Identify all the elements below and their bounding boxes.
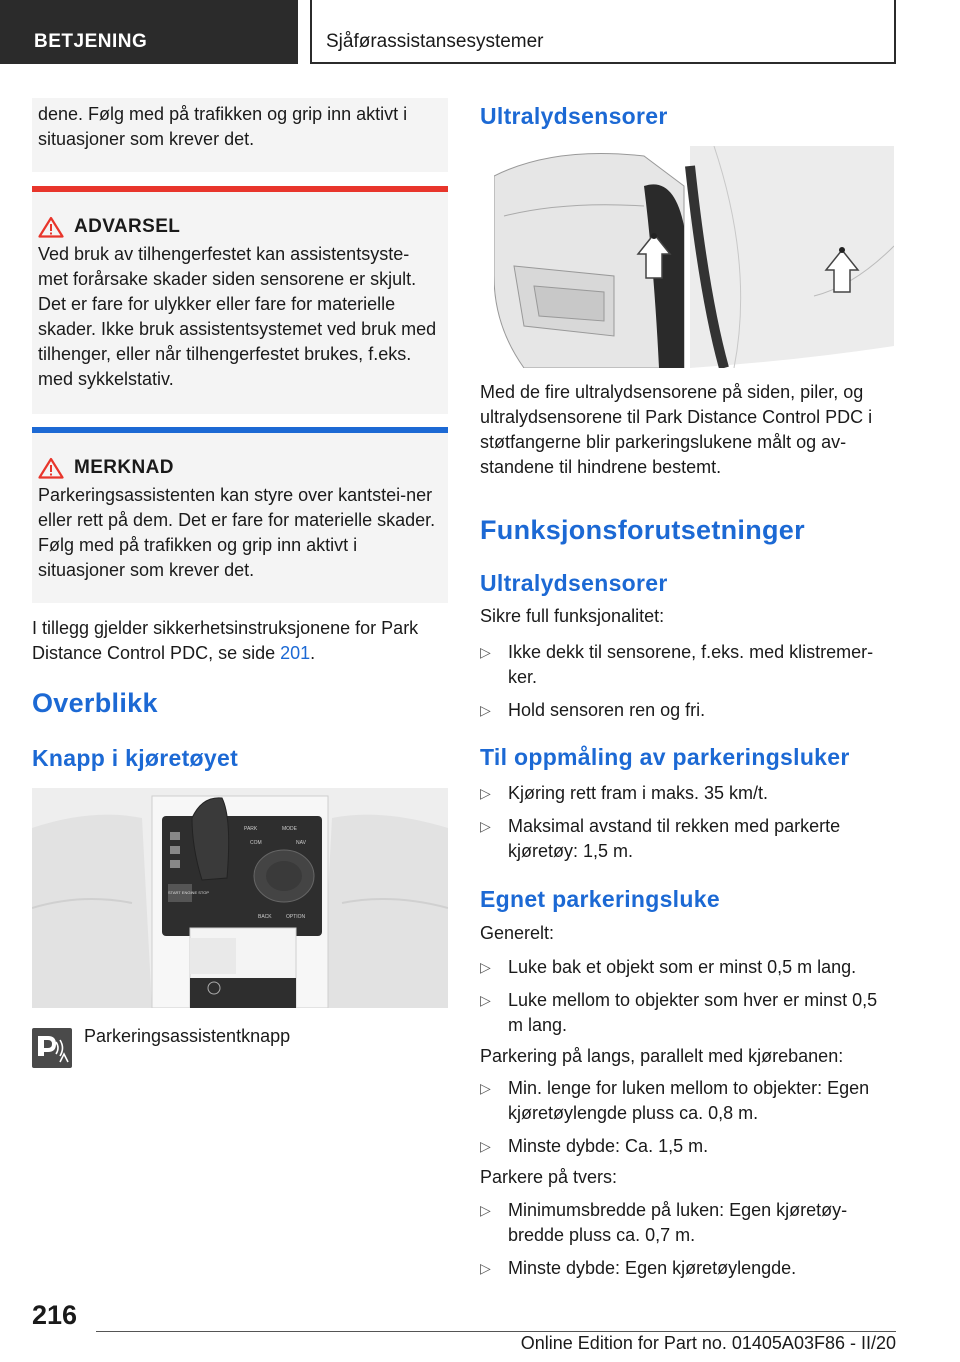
section-label: BETJENING: [34, 31, 148, 52]
page-number: 216: [32, 1300, 78, 1330]
warning-text: Ved bruk av tilhengerfestet kan assistentsyste-met forårsake skader siden sensorene er skjult. Det er fare for ulykker eller fare for materielle skader. Ikke bruk assistentsystemet ved bruk med tilhenger, eller når tilhengerfestet brukes, f.eks. med sykkelstativ.: [38, 244, 437, 389]
heading-measure: Til oppmåling av parkeringsluker: [480, 744, 850, 770]
bullet-icon: ▷: [480, 959, 491, 975]
intro-box: [32, 98, 448, 172]
measure-list: [480, 781, 896, 864]
parallel-text: Parkering på langs, parallelt med kjørebanen:: [480, 1046, 844, 1066]
console-mode-label: MODE: [282, 826, 297, 832]
list-item: ▷ Ikke dekk til sensorene, f.eks. med klistremer-ker.: [480, 642, 874, 687]
list-item: ▷ Luke bak et objekt som er minst 0,5 m lang.: [480, 955, 896, 980]
heading-sensors: Ultralydsensorer: [480, 103, 668, 129]
note-text: Parkeringsassistenten kan styre over kantstei-ner eller rett på dem. Det er fare for materielle skader. Følg med på trafikken og grip inn aktivt i situasjoner som krever det.: [38, 485, 436, 580]
list-item: ▷ Hold sensoren ren og fri.: [480, 698, 896, 723]
edition-text: Online Edition for Part no. 01405A03F86 - II/20: [520, 1333, 896, 1353]
safety-paragraph: [32, 616, 448, 666]
sensors-image: [494, 146, 894, 368]
bullet-icon: ▷: [480, 644, 491, 660]
safety-text: I tillegg gjelder sikkerhetsinstruksjonene for Park Distance Control PDC, se side: [32, 618, 419, 663]
bullet-icon: ▷: [480, 1138, 491, 1154]
notice-triangle-icon: [38, 457, 64, 479]
bullet-icon: ▷: [480, 992, 491, 1008]
console-option-label: OPTION: [286, 914, 306, 920]
footer-divider: [96, 1331, 896, 1332]
list-item: ▷ Minste dybde: Egen kjøretøylengde.: [480, 1256, 896, 1281]
console-image: [32, 788, 448, 1008]
chapter-label: Sjåførassistansesystemer: [326, 31, 544, 52]
car-sensor-illustration: [494, 146, 894, 368]
heading-functions: Funksjonsforutsetninger: [480, 515, 805, 545]
func-list: [480, 640, 896, 723]
cross-list: [480, 1198, 896, 1281]
full-func-text: Sikre full funksjonalitet:: [480, 606, 665, 626]
list-item: ▷ Luke mellom to objekter som hver er minst 0,5 m lang.: [480, 990, 878, 1035]
note-title-text: MERKNAD: [74, 457, 174, 478]
bullet-icon: ▷: [480, 702, 491, 718]
console-com-label: COM: [250, 840, 262, 846]
page-link[interactable]: 201: [280, 643, 311, 663]
bullet-icon: ▷: [480, 818, 491, 834]
heading-button: Knapp i kjøretøyet: [32, 745, 239, 771]
list-item: ▷ Kjøring rett fram i maks. 35 km/t.: [480, 781, 896, 806]
button-caption: Parkeringsassistentknapp: [84, 1026, 291, 1046]
general-text: Generelt:: [480, 923, 555, 943]
warning-title-text: ADVARSEL: [74, 216, 181, 237]
bullet-icon: ▷: [480, 1080, 491, 1096]
note-title: [38, 457, 438, 479]
chapter-header: [310, 0, 896, 64]
console-park-label: PARK: [244, 826, 258, 832]
console-start-label: START ENGINE STOP: [168, 890, 210, 895]
heading-sensors-2: Ultralydsensorer: [480, 570, 668, 596]
parallel-list: [480, 1076, 896, 1159]
console-back-label: BACK: [258, 914, 272, 920]
list-item: ▷ Maksimal avstand til rekken med parkerte kjøretøy: 1,5 m.: [480, 816, 841, 861]
warning-title: [38, 216, 438, 238]
park-assist-icon: [32, 1028, 72, 1068]
bullet-icon: ▷: [480, 1260, 491, 1276]
console-nav-label: NAV: [296, 840, 306, 846]
list-item: ▷ Minste dybde: Ca. 1,5 m.: [480, 1134, 896, 1159]
parking-assistant-icon: [32, 1028, 72, 1068]
bullet-icon: ▷: [480, 1202, 491, 1218]
note-box: [32, 427, 448, 603]
section-tab: [0, 0, 298, 64]
safety-end: .: [310, 643, 316, 663]
console-illustration: [32, 788, 448, 1008]
list-item: ▷ Min. lenge for luken mellom to objekter: Egen kjøretøylengde pluss ca. 0,8 m.: [480, 1078, 870, 1123]
general-list: [480, 955, 896, 1038]
list-item: ▷ Minimumsbredde på luken: Egen kjøretøy-bredde pluss ca. 0,7 m.: [480, 1200, 848, 1245]
sensors-text: Med de fire ultralydsensorene på siden, piler, og ultralydsensorene til Park Distance Control PDC i støtfangerne blir parkeringslukene målt og av-standene til hindrene bestemt.: [480, 382, 873, 477]
bullet-icon: ▷: [480, 785, 491, 801]
heading-suitable: Egnet parkeringsluke: [480, 886, 720, 912]
warning-box: [32, 186, 448, 414]
warning-triangle-icon: [38, 216, 64, 238]
heading-overview: Overblikk: [32, 688, 158, 718]
intro-text: dene. Følg med på trafikken og grip inn aktivt i situasjoner som krever det.: [38, 104, 408, 149]
cross-text: Parkere på tvers:: [480, 1167, 618, 1187]
